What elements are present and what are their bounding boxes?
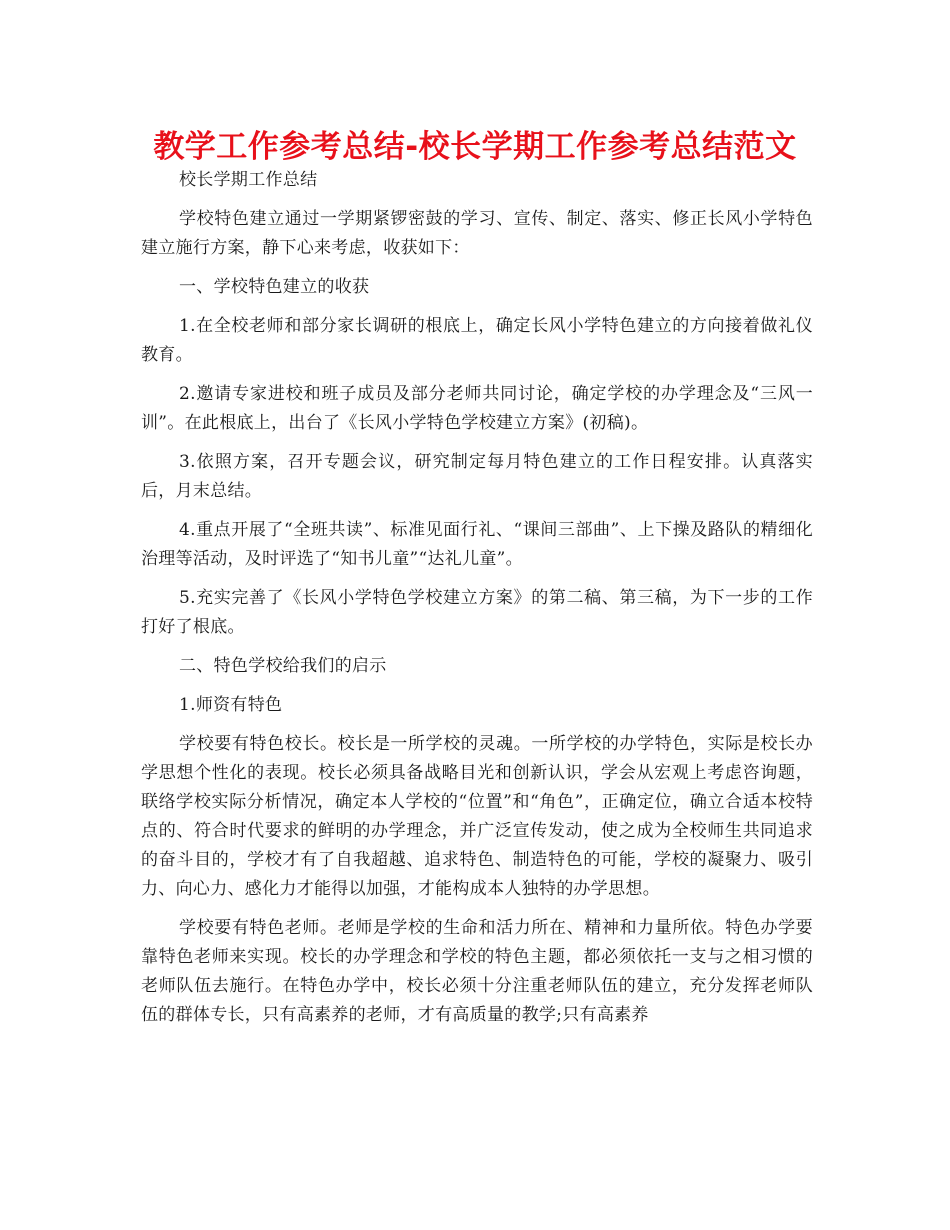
section-heading-1: 一、学校特色建立的收获 (179, 277, 370, 297)
subsection-heading-1: 1.师资有特色 (179, 695, 283, 715)
paragraph-intro: 学校特色建立通过一学期紧锣密鼓的学习、宣传、制定、落实、修正长风小学特色建立施行方案，静下心来考虑，收获如下： (141, 209, 813, 258)
paragraph-item-2: 2.邀请专家进校和班子成员及部分老师共同讨论，确定学校的办学理念及“三风一训”。在此根底上，出台了《长风小学特色学校建立方案》(初稿)。 (141, 384, 813, 433)
paragraph-item-4: 4.重点开展了“全班共读”、标准见面行礼、“课间三部曲”、上下操及路队的精细化治理等活动，及时评选了“知书儿童”“达礼儿童”。 (141, 520, 813, 569)
section-heading-2: 二、特色学校给我们的启示 (179, 656, 387, 676)
paragraph-item-1: 1.在全校老师和部分家长调研的根底上，确定长风小学特色建立的方向接着做礼仪教育。 (141, 316, 813, 365)
paragraph-subtitle: 校长学期工作总结 (179, 170, 318, 190)
paragraph-item-3: 3.依照方案，召开专题会议，研究制定每月特色建立的工作日程安排。认真落实后，月末总结。 (141, 452, 813, 501)
paragraph-principal: 学校要有特色校长。校长是一所学校的灵魂。一所学校的办学特色，实际是校长办学思想个性化的表现。校长必须具备战略目光和创新认识，学会从宏观上考虑咨询题，联络学校实际分析情况，确定本人学校的“位置”和“角色”，正确定位，确立合适本校特点的、符合时代要求的鲜明的办学理念，并广泛宣传发动，使之成为全校师生共同追求的奋斗目的，学校才有了自我超越、追求特色、制造特色的可能，学校的凝聚力、吸引力、向心力、感化力才能得以加强，才能构成本人独特的办学思想。 (141, 734, 813, 899)
paragraph-item-5: 5.充实完善了《长风小学特色学校建立方案》的第二稿、第三稿，为下一步的工作打好了根底。 (141, 588, 813, 637)
paragraph-teachers: 学校要有特色老师。老师是学校的生命和活力所在、精神和力量所依。特色办学要靠特色老师来实现。校长的办学理念和学校的特色主题，都必须依托一支与之相习惯的老师队伍去施行。在特色办学中，校长必须十分注重老师队伍的建立，充分发挥老师队伍的群体专长，只有高素养的老师，才有高质量的教学;只有高素养 (141, 918, 813, 1025)
document-body (141, 166, 813, 1040)
document-title: 教学工作参考总结-校长学期工作参考总结范文 (153, 129, 797, 165)
